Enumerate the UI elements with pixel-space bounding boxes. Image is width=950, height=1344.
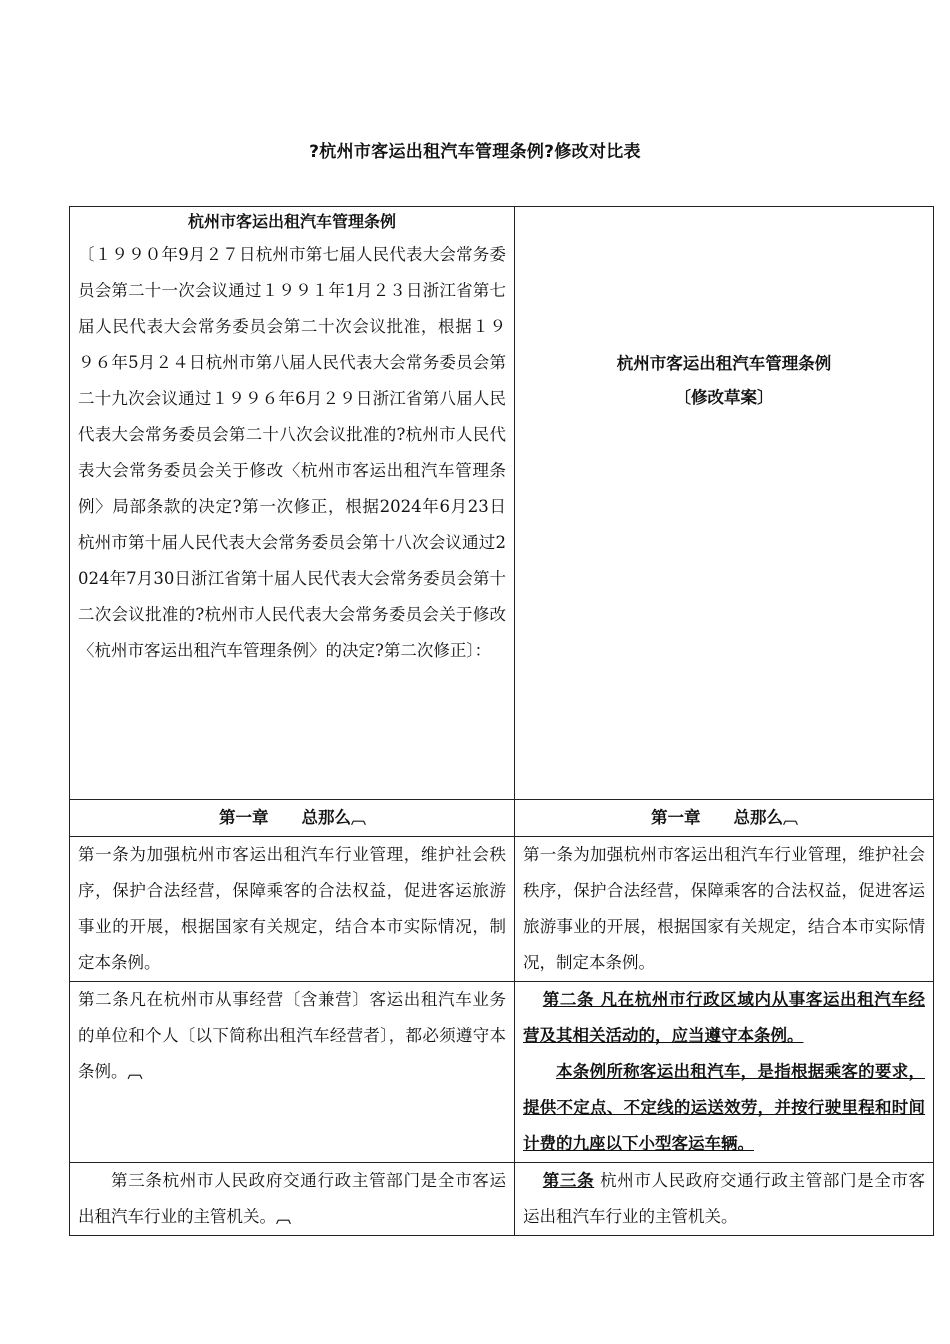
revision-mark: ︹ bbox=[127, 1063, 142, 1081]
original-chapter-heading: 第一章 总那么︹ bbox=[70, 800, 515, 837]
draft-header-cell bbox=[515, 207, 934, 800]
draft-article-1: 第一条为加强杭州市客运出租汽车行业管理，维护社会秩序，保护合法经营，保障乘客的合法权益，促进客运旅游事业的开展，根据国家有关规定，结合本市实际情况，制定本条例。 bbox=[515, 837, 934, 982]
draft-article-2-para-1: 第二条 凡在杭州市行政区域内从事客运出租汽车经营及其相关活动的，应当遵守本条例。 bbox=[523, 990, 925, 1045]
revision-mark: ︹ bbox=[782, 809, 797, 827]
revision-mark: ︹ bbox=[276, 1208, 291, 1226]
chapter-row bbox=[70, 800, 934, 837]
header-row bbox=[70, 207, 934, 800]
original-article-1: 第一条为加强杭州市客运出租汽车行业管理，维护社会秩序，保护合法经营，保障乘客的合法权益，促进客运旅游事业的开展，根据国家有关规定，结合本市实际情况，制定本条例。 bbox=[70, 837, 515, 982]
document-title: ?杭州市客运出租汽车管理条例?修改对比表 bbox=[309, 142, 641, 162]
draft-chapter-heading: 第一章 总那么︹ bbox=[515, 800, 934, 837]
article-3-row bbox=[70, 1163, 934, 1236]
revision-mark: ︹ bbox=[350, 809, 365, 827]
draft-article-2 bbox=[515, 982, 934, 1163]
draft-law-subtitle: 〔修改草案〕 bbox=[674, 388, 774, 407]
draft-article-2-para-2: 本条例所称客运出租汽车，是指根据乘客的要求，提供不定点、不定线的运送效劳，并按行驶里程和时间计费的九座以下小型客运车辆。 bbox=[523, 1062, 925, 1153]
original-article-2: 第二条凡在杭州市从事经营〔含兼营〕客运出租汽车业务的单位和个人〔以下简称出租汽车经营者〕，都必须遵守本条例。︹ bbox=[70, 982, 515, 1163]
original-header-cell bbox=[70, 207, 515, 800]
draft-article-3-text: 杭州市人民政府交通行政主管部门是全市客运出租汽车行业的主管机关。 bbox=[523, 1171, 925, 1226]
draft-article-3-label: 第三条 bbox=[542, 1171, 595, 1190]
original-law-title: 杭州市客运出租汽车管理条例 bbox=[187, 212, 396, 231]
original-article-3: 第三条杭州市人民政府交通行政主管部门是全市客运出租汽车行业的主管机关。︹ bbox=[70, 1163, 515, 1236]
original-law-history: 〔１９９０年9月２７日杭州市第七届人民代表大会常务委员会第二十一次会议通过１９９１年1月２３日浙江省第七届人民代表大会常务委员会第二十次会议批准，根据１９９６年5月２４日杭州市第八届人民代表大会常务委员会第二十九次会议通过１９９６年6月２９日浙江省第八届人民代表大会常务委员会第二十八次会议批准的?杭州市人民代表大会常务委员会关于修改〈杭州市客运出租汽车管理条例〉局部条款的决定?第一次修正，根据2024年6月23日杭州市第十届人民代表大会常务委员会第十八次会议通过2024年7月30日浙江省第十届人民代表大会常务委员会第十二次会议批准的?杭州市人民代表大会常务委员会关于修改〈杭州市客运出租汽车管理条例〉的决定?第二次修正〕： bbox=[78, 245, 506, 660]
article-2-row bbox=[70, 982, 934, 1163]
draft-law-title: 杭州市客运出租汽车管理条例 bbox=[616, 354, 832, 373]
article-1-row bbox=[70, 837, 934, 982]
draft-article-3 bbox=[515, 1163, 934, 1236]
comparison-table bbox=[69, 206, 934, 1236]
